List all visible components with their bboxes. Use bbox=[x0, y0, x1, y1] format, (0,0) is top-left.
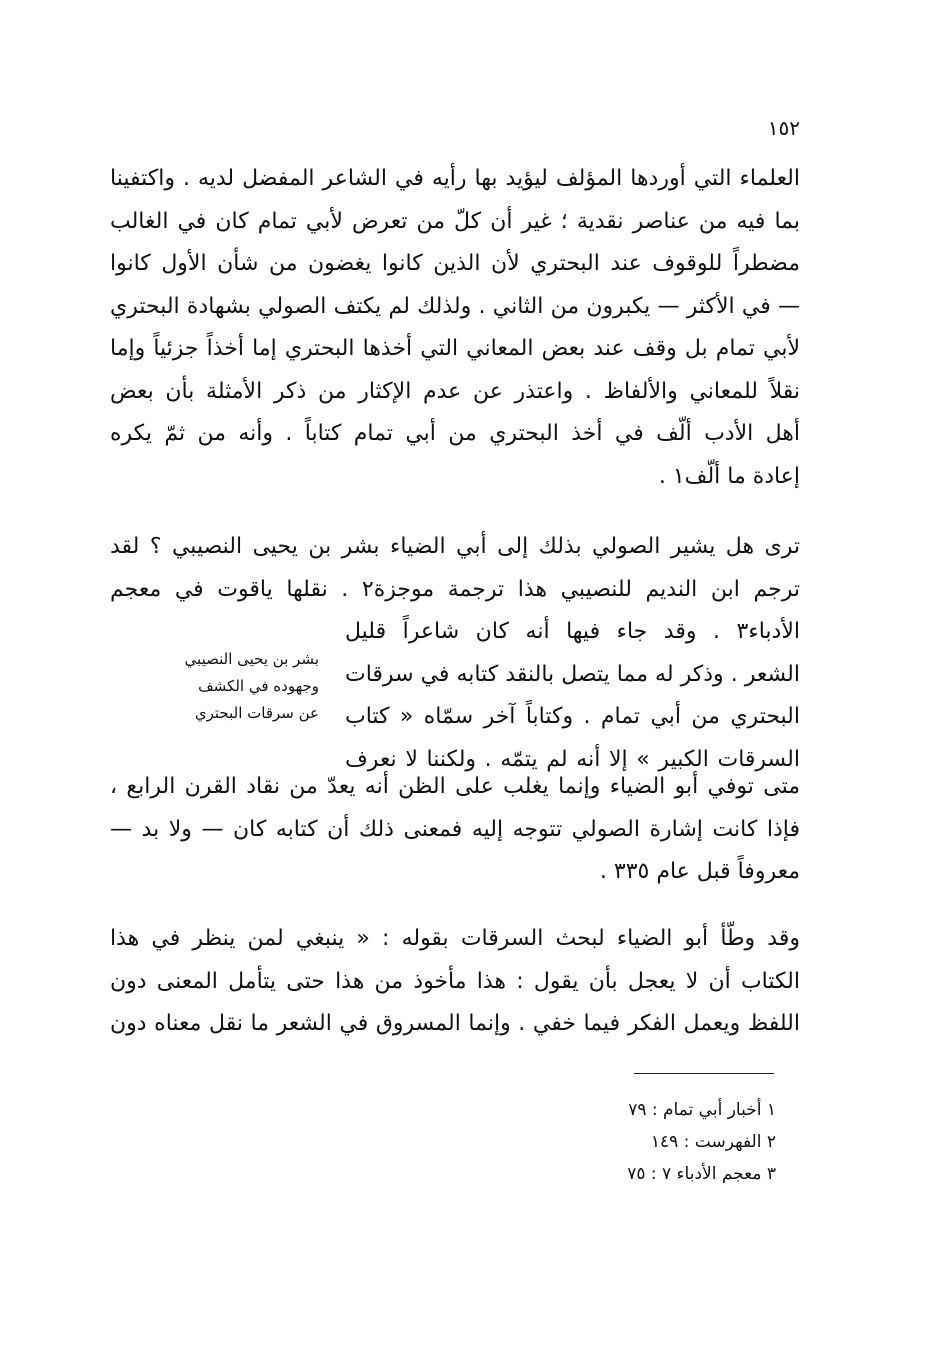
paragraph-1 bbox=[110, 158, 800, 498]
margin-note-line: عن سرقات البحتري bbox=[194, 704, 319, 722]
text-line: ترى هل يشير الصولي بذلك إلى أبي الضياء بشر بن يحيى النصيبي ؟ لقد bbox=[110, 534, 800, 559]
page-number: ١٥٢ bbox=[767, 116, 800, 140]
footnote: ٢ الفهرست : ١٤٩ bbox=[650, 1132, 776, 1152]
text-line: مضطراً للوقوف عند البحتري لأن الذين كانوا يغضون من شأن الأول كانوا bbox=[110, 251, 800, 276]
text-line: معروفاً قبل عام ٣٣٥ . bbox=[599, 859, 800, 884]
footnote-divider bbox=[634, 1073, 774, 1074]
text-line: — في الأكثر — يكبرون من الثاني . ولذلك لم يكتف الصولي بشهادة البحتري bbox=[110, 293, 800, 319]
text-line: بما فيه من عناصر نقدية ؛ غير أن كلّ من تعرض لأبي تمام كان في الغالب bbox=[110, 208, 800, 234]
text-line: الكتاب أن لا يعجل بأن يقول : هذا مأخوذ من هذا حتى يتأمل المعنى دون bbox=[110, 968, 800, 994]
text-line: العلماء التي أوردها المؤلف ليؤيد بها رأيه في الشاعر المفضل لديه . واكتفينا bbox=[110, 166, 800, 191]
text-line: وقد وطّأ أبو الضياء لبحث السرقات بقوله : « ينبغي لمن ينظر في هذا bbox=[110, 926, 800, 951]
text-line: اللفظ ويعمل الفكر فيما خفي . وإنما المسروق في الشعر ما نقل معناه دون bbox=[110, 1011, 800, 1036]
text-line: الشعر . وذكر له مما يتصل بالنقد كتابه في سرقات bbox=[345, 661, 800, 687]
text-line: نقلاً للمعاني والألفاظ . واعتذر عن عدم الإكثار من ذكر الأمثلة بأن بعض bbox=[110, 378, 800, 404]
margin-note-line: وجهوده في الكشف bbox=[198, 677, 319, 695]
paragraph-2-narrow bbox=[345, 611, 800, 781]
paragraph-3 bbox=[110, 918, 800, 1046]
text-line: السرقات الكبير » إلا أنه لم يتمّه . ولكننا لا نعرف bbox=[345, 746, 800, 772]
footnote: ١ أخبار أبي تمام : ٧٩ bbox=[628, 1100, 776, 1120]
text-line: لأبي تمام بل وقف عند بعض المعاني التي أخذها البحتري إما أخذاً جزئياً وإما bbox=[110, 336, 800, 361]
text-line: فإذا كانت إشارة الصولي تتوجه إليه فمعنى ذلك أن كتابه كان — ولا بد — bbox=[110, 816, 800, 842]
margin-note bbox=[119, 646, 319, 727]
text-line: الأدباء٣ . وقد جاء فيها أنه كان شاعراً قليل bbox=[345, 619, 800, 644]
text-line: إعادة ما ألّف١ . bbox=[658, 463, 800, 489]
footnote: ٣ معجم الأدباء ٧ : ٧٥ bbox=[627, 1164, 776, 1184]
margin-note-line: بشر بن يحيى النصيبي bbox=[184, 650, 319, 668]
text-line: أهل الأدب ألّف في أخذ البحتري من أبي تمام كتاباً . وأنه من ثمّ يكره bbox=[110, 421, 800, 446]
paragraph-2-intro bbox=[110, 526, 800, 611]
text-line: البحتري من أبي تمام . وكتاباً آخر سمّاه « كتاب bbox=[345, 704, 800, 729]
footnotes bbox=[516, 1094, 776, 1190]
paragraph-2-continuation bbox=[110, 766, 800, 894]
text-line: ترجم ابن النديم للنصيبي هذا ترجمة موجزة٢ . نقلها ياقوت في معجم bbox=[110, 576, 800, 602]
text-line: متى توفي أبو الضياء وإنما يغلب على الظن أنه يعدّ من نقاد القرن الرابع ، bbox=[110, 774, 800, 799]
